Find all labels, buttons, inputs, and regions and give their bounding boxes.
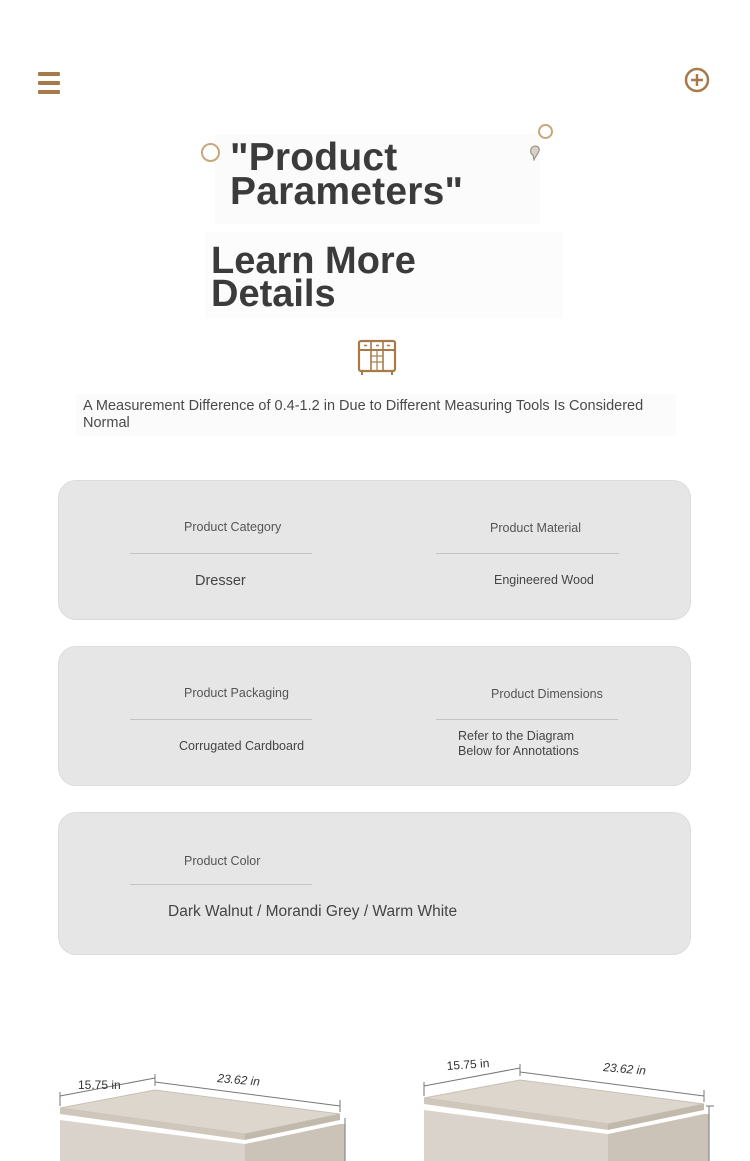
color-label: Product Color xyxy=(184,854,261,868)
category-label: Product Category xyxy=(184,520,282,534)
dimensions-label: Product Dimensions xyxy=(491,687,603,701)
material-value: Engineered Wood xyxy=(494,573,594,587)
page-subtitle: Learn More Details xyxy=(211,240,416,315)
left-depth-label: 15.75 in xyxy=(78,1078,121,1092)
material-label: Product Material xyxy=(490,521,582,535)
cabinet-icon xyxy=(357,338,397,376)
dresser-right-image xyxy=(424,1064,714,1161)
right-width-label: 23.62 in xyxy=(602,1060,647,1078)
pin-icon xyxy=(529,145,541,161)
category-value: Dresser xyxy=(195,573,246,589)
packaging-value: Corrugated Cardboard xyxy=(179,739,305,753)
packaging-label: Product Packaging xyxy=(184,686,289,700)
right-depth-label: 15.75 in xyxy=(446,1056,490,1073)
param-card-category-material xyxy=(58,480,691,620)
divider xyxy=(130,553,312,554)
ring-decoration xyxy=(201,143,220,162)
dresser-dimension-diagram xyxy=(0,1040,750,1161)
divider xyxy=(130,884,312,885)
measurement-note: A Measurement Difference of 0.4-1.2 in Due to Different Measuring Tools Is Considered Normal xyxy=(83,398,644,431)
dimensions-value: Refer to the Diagram Below for Annotations xyxy=(458,729,579,758)
param-card-packaging-dimensions xyxy=(58,646,691,786)
divider xyxy=(436,553,619,554)
divider xyxy=(130,719,312,720)
left-width-label: 23.62 in xyxy=(216,1071,261,1089)
plus-circle-icon[interactable] xyxy=(684,67,710,93)
page-title: "Product Parameters" xyxy=(230,136,464,213)
color-value: Dark Walnut / Morandi Grey / Warm White xyxy=(168,903,458,920)
divider xyxy=(436,719,618,720)
ring-decoration xyxy=(538,124,553,139)
menu-icon[interactable] xyxy=(38,72,60,96)
